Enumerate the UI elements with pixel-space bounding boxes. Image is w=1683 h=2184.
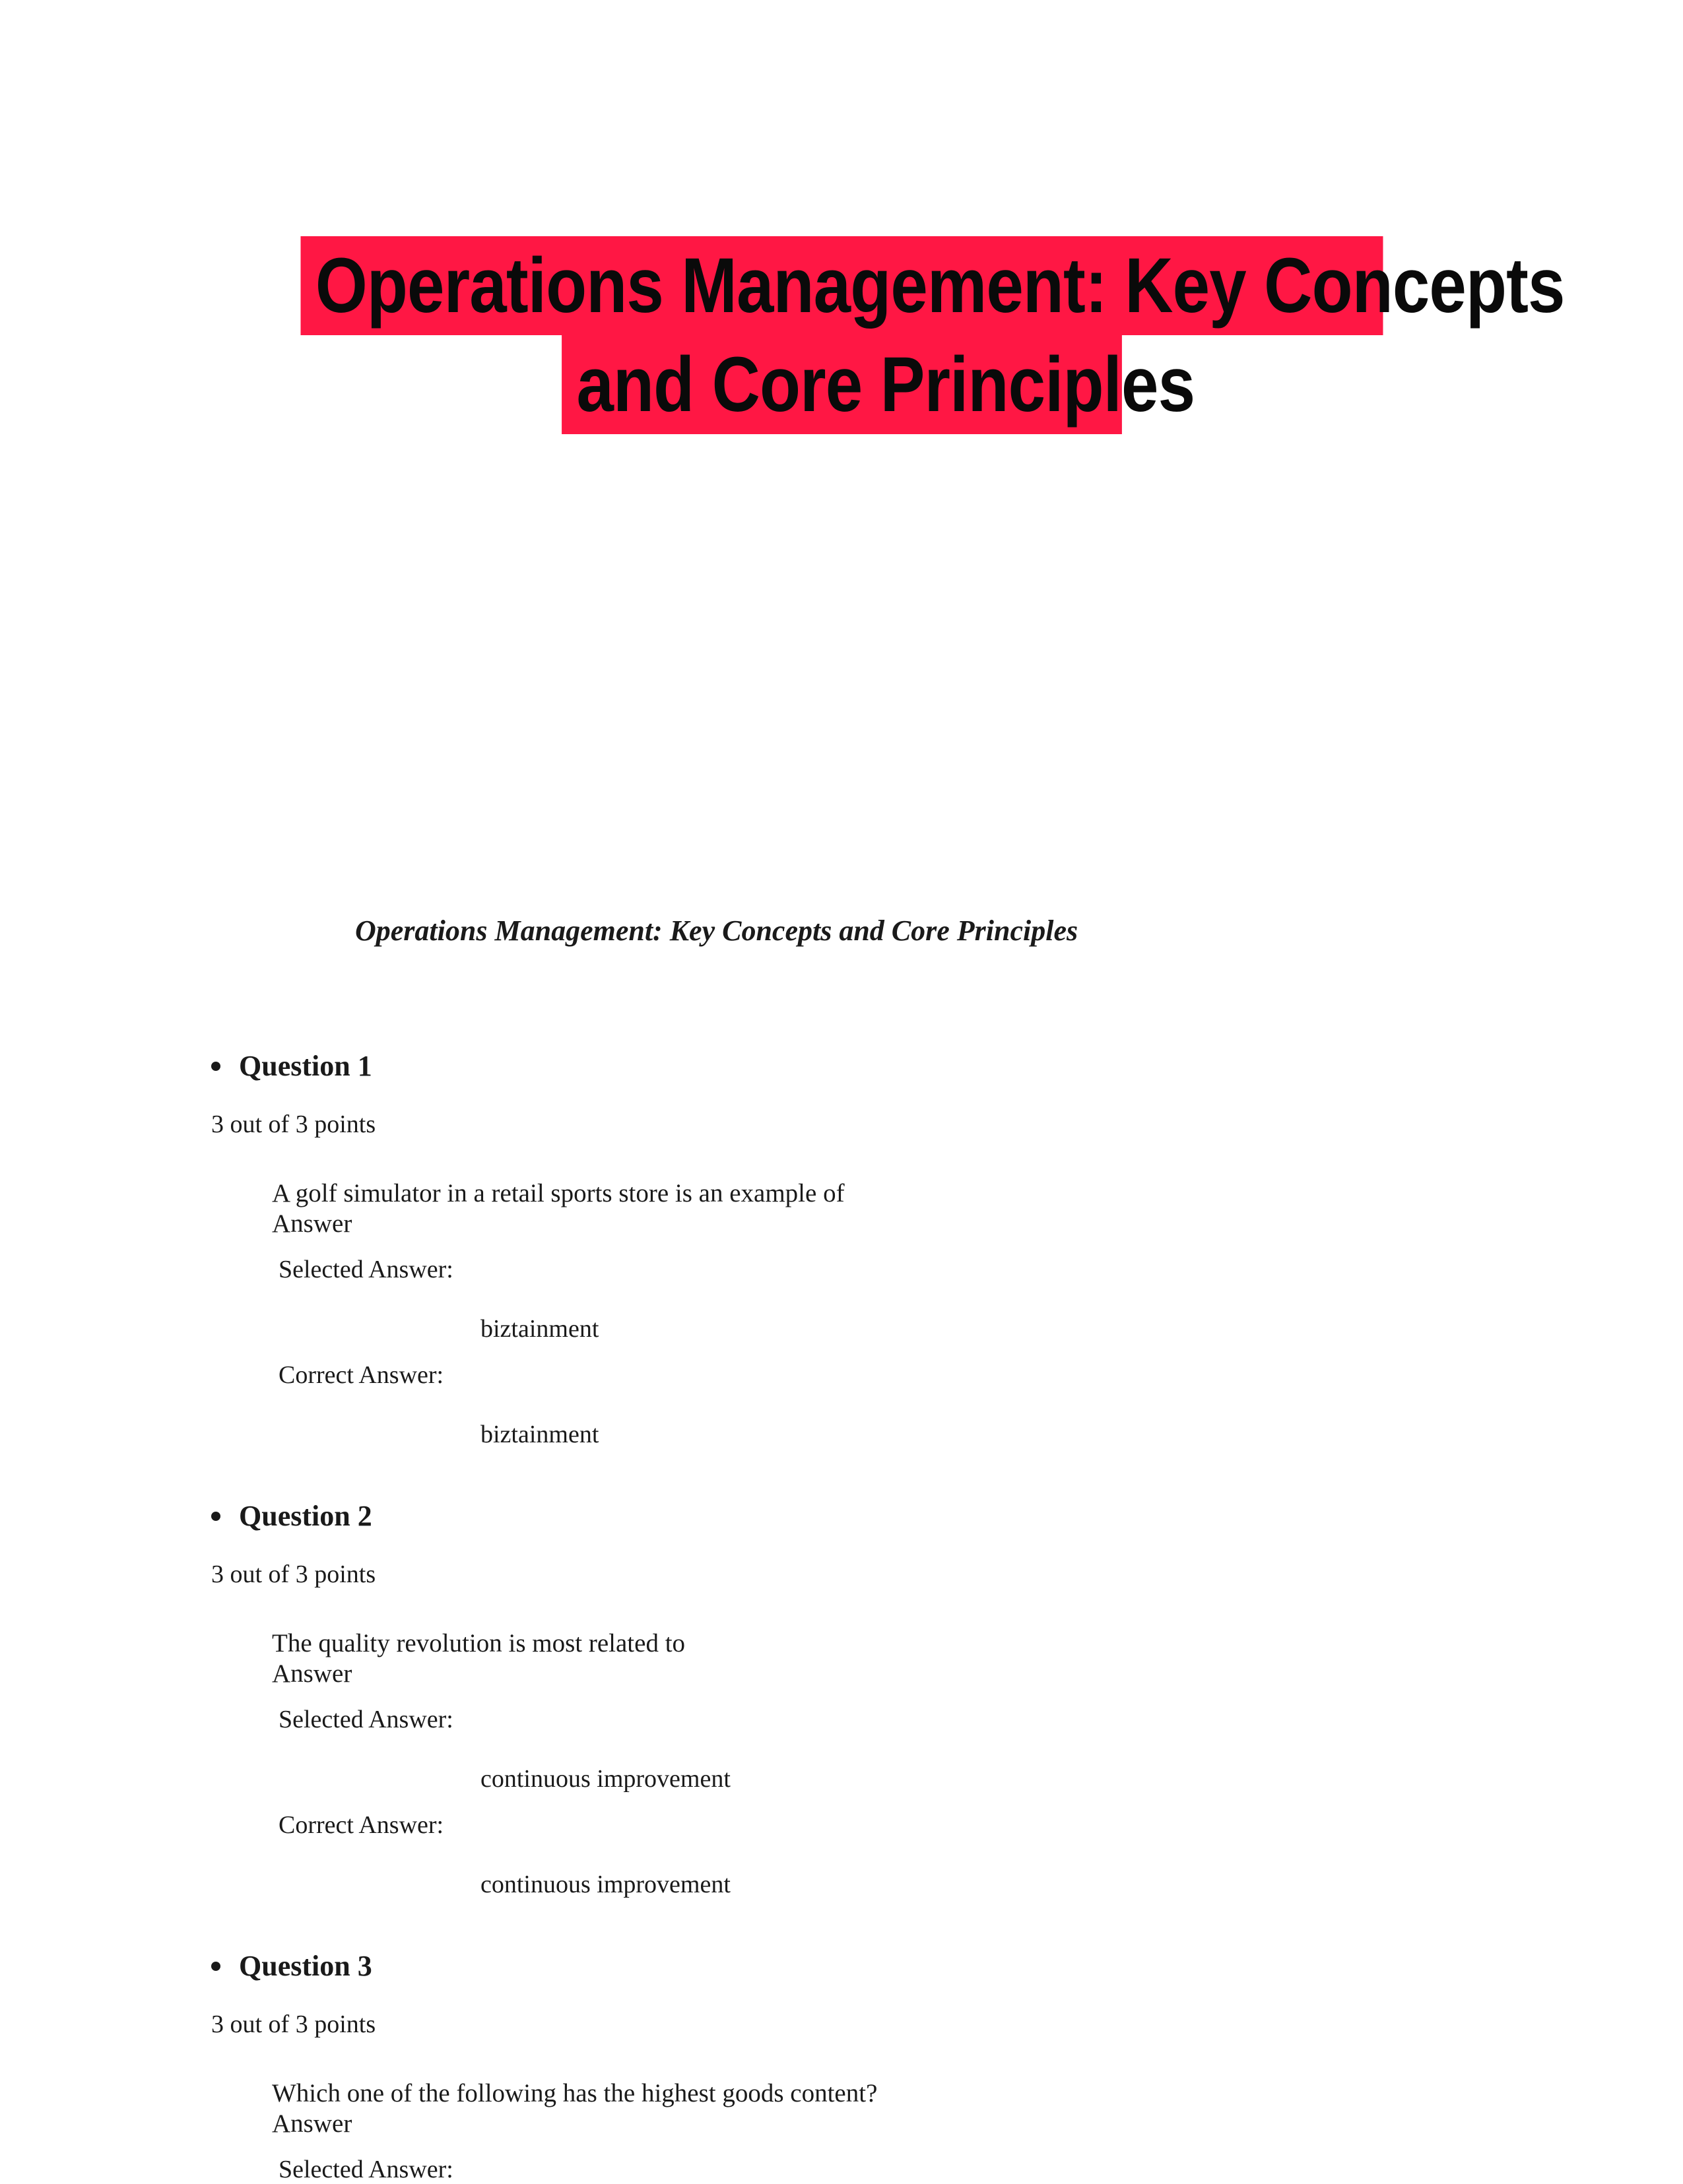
- answer-caption: Answer: [272, 1209, 352, 1238]
- question-title: Question 1: [239, 1050, 372, 1082]
- question-title: Question 2: [239, 1500, 372, 1532]
- correct-answer-value: continuous improvement: [480, 1871, 731, 1898]
- question-heading: [211, 1499, 372, 1533]
- question-points: 3 out of 3 points: [211, 1110, 376, 1138]
- selected-answer-value: biztainment: [480, 1315, 599, 1343]
- document-banner-title: [0, 236, 1683, 434]
- question-prompt: The quality revolution is most related to: [272, 1629, 686, 1657]
- banner-title-line-2: and Core Principles: [562, 335, 1122, 434]
- correct-answer-label: Correct Answer:: [279, 1811, 444, 1839]
- selected-answer-value: continuous improvement: [480, 1765, 731, 1793]
- question-heading: [211, 1949, 372, 1983]
- question-text: [272, 1628, 685, 1689]
- correct-answer-value: biztainment: [480, 1421, 599, 1448]
- question-title: Question 3: [239, 1950, 372, 1982]
- question-points: 3 out of 3 points: [211, 2010, 376, 2038]
- document-subtitle: Operations Management: Key Concepts and Core Principles: [355, 915, 1078, 947]
- question-text: [272, 2078, 877, 2139]
- correct-answer-label: Correct Answer:: [279, 1361, 444, 1389]
- selected-answer-label: Selected Answer:: [279, 1706, 453, 1733]
- question-points: 3 out of 3 points: [211, 1560, 376, 1588]
- question-heading: [211, 1049, 372, 1083]
- selected-answer-label: Selected Answer:: [279, 2156, 453, 2183]
- question-text: [272, 1178, 845, 1239]
- answer-caption: Answer: [272, 2109, 352, 2138]
- banner-title-line-1: Operations Management: Key Concepts: [300, 236, 1383, 335]
- answer-caption: Answer: [272, 1659, 352, 1688]
- bullet-icon: [211, 1962, 220, 1971]
- question-prompt: A golf simulator in a retail sports store is an example of: [272, 1179, 845, 1207]
- bullet-icon: [211, 1512, 220, 1521]
- bullet-icon: [211, 1062, 220, 1071]
- question-prompt: Which one of the following has the highest goods content?: [272, 2079, 878, 2107]
- selected-answer-label: Selected Answer:: [279, 1256, 453, 1283]
